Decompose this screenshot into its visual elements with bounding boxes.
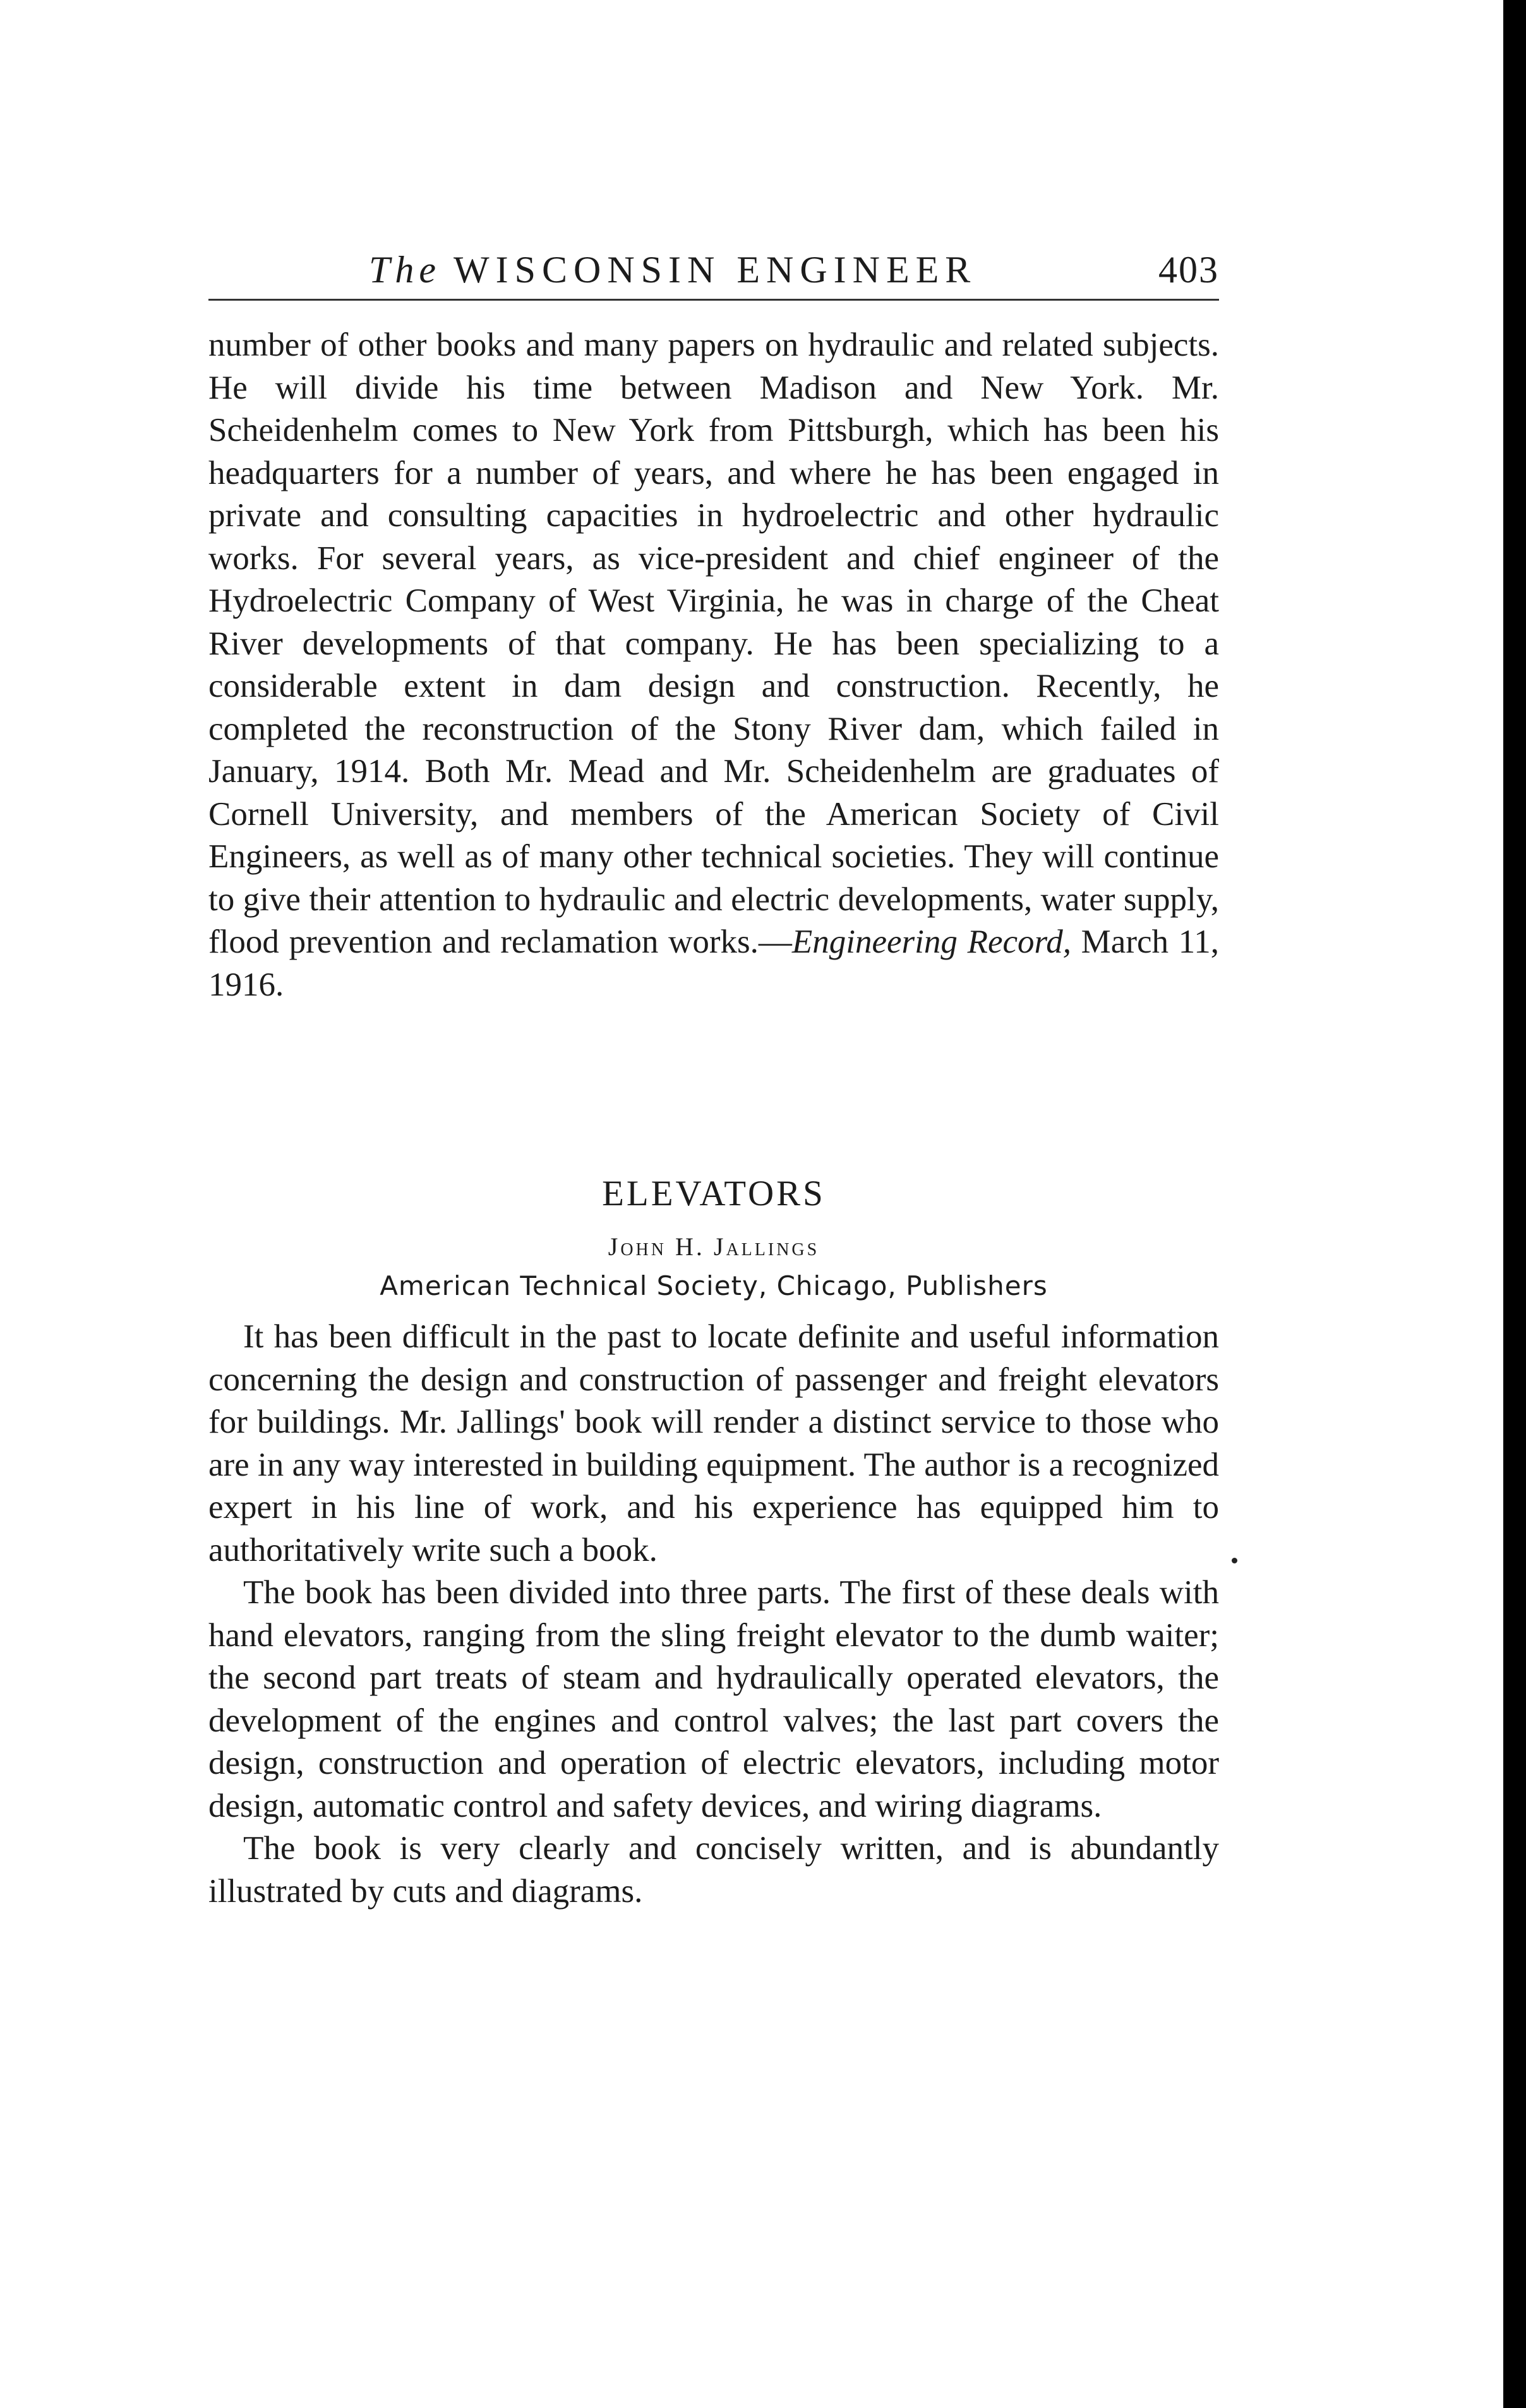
continued-paragraph-text: number of other books and many papers on hydraulic and related subjects. He will divide his time between Madison and New York. Mr. Scheidenhelm comes to New York from Pittsburgh, which has been his headquarters for a number of years, and where he has been engaged in private and consulting capacities in hydroelectric and other hydraulic works. For several years, as vice-president and chief engineer of the Hydroelectric Company of West Virginia, he was in charge of the Cheat River developments of that company. He has been specializing to a considerable extent in dam design and construction. Recently, he completed the reconstruction of the Stony River dam, which failed in January, 1914. Both Mr. Mead and Mr. Scheidenhelm are graduates of Cornell University, and members of the American Society of Civil Engineers, as well as of many other technical societies. They will continue to give their attention to hydraulic and electric developments, water supply, flood prevention and reclamation works. xyxy=(208,327,1219,960)
page-number: 403 xyxy=(1158,249,1219,291)
journal-title xyxy=(369,241,976,298)
review-title: ELEVATORS xyxy=(602,1174,826,1213)
citation-date: March 11, 1916. xyxy=(208,924,1220,1003)
review-paragraph: The book is very clearly and concisely written, and is abundantly illustrated by cuts and diagrams. xyxy=(208,1830,1219,1910)
review-body xyxy=(208,1316,1219,1913)
scan-edge-border xyxy=(1503,0,1526,2408)
continued-paragraph xyxy=(208,324,1219,1006)
review-publisher: American Technical Society, Chicago, Publishers xyxy=(380,1270,1048,1301)
review-paragraph: The book has been divided into three parts. The first of these deals with hand elevators, ranging from the sling freight elevator to the dumb waiter; the second part treats of steam and hydraulically operated elevators, the development of the engines and control valves; the last part covers the design, construction and operation of electric elevators, including motor design, automatic control and safety devices, and wiring diagrams. xyxy=(208,1574,1219,1824)
journal-title-prefix: The xyxy=(369,249,441,291)
header-rule xyxy=(208,299,1219,301)
margin-speck xyxy=(1232,1558,1237,1563)
review-paragraph: It has been difficult in the past to locate definite and useful information concerning the design and construction of passenger and freight elevators for buildings. Mr. Jallings' book will render a distinct service to those who are in any way interested in building equipment. The author is a recognized expert in his line of work, and his experience has equipped him to authoritatively write such a book. xyxy=(208,1318,1219,1568)
journal-title-name: WISCONSIN ENGINEER xyxy=(454,249,977,291)
citation-dash: — xyxy=(758,924,792,960)
continued-article xyxy=(208,324,1219,1006)
review-author: John H. Jallings xyxy=(608,1232,820,1261)
citation-source: Engineering Record, xyxy=(791,924,1071,960)
running-header xyxy=(208,241,1219,298)
